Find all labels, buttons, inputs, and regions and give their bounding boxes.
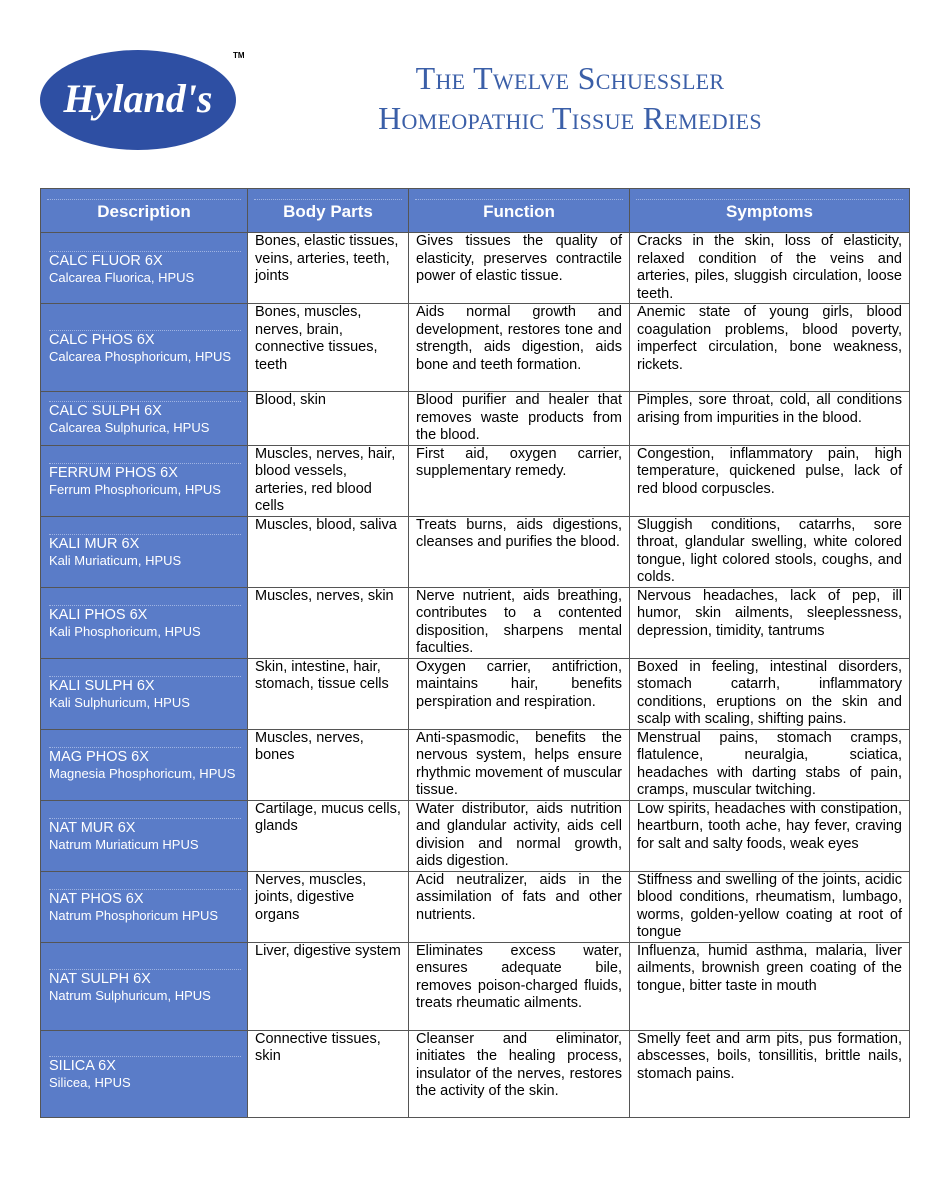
remedy-latin-name: Silicea, HPUS bbox=[49, 1075, 131, 1090]
table-row bbox=[41, 587, 910, 658]
remedies-table bbox=[40, 188, 910, 1118]
title-line-2: Homeopathic Tissue Remedies bbox=[378, 100, 762, 136]
header-body-parts: Body Parts bbox=[248, 189, 409, 233]
function-cell: First aid, oxygen carrier, supplementary remedy. bbox=[409, 445, 630, 516]
header-function: Function bbox=[409, 189, 630, 233]
table-row bbox=[41, 304, 910, 392]
body-parts-cell: Skin, intestine, hair, stomach, tissue cells bbox=[248, 658, 409, 729]
remedy-latin-name: Kali Sulphuricum, HPUS bbox=[49, 695, 190, 710]
remedy-latin-name: Calcarea Phosphoricum, HPUS bbox=[49, 349, 232, 364]
symptoms-cell: Boxed in feeling, intestinal disorders, stomach catarrh, inflammatory conditions, eruptions on the skin and scalp with scaling, shifting pains. bbox=[630, 658, 910, 729]
table-row bbox=[41, 233, 910, 304]
symptoms-cell: Smelly feet and arm pits, pus formation, abscesses, boils, tonsillitis, brittle nails, stomach pains. bbox=[630, 1030, 910, 1117]
symptoms-cell: Sluggish conditions, catarrhs, sore throat, glandular swelling, white colored tongue, light colored stools, coughs, and colds. bbox=[630, 516, 910, 587]
remedy-name: KALI PHOS 6X bbox=[49, 605, 241, 624]
remedy-description bbox=[41, 445, 248, 516]
symptoms-cell: Congestion, inflammatory pain, high temperature, quickened pulse, lack of red blood corpuscles. bbox=[630, 445, 910, 516]
remedy-name: KALI SULPH 6X bbox=[49, 676, 241, 695]
body-parts-cell: Bones, elastic tissues, veins, arteries, teeth, joints bbox=[248, 233, 409, 304]
table-header-row bbox=[41, 189, 910, 233]
remedy-description bbox=[41, 304, 248, 392]
table-row bbox=[41, 445, 910, 516]
body-parts-cell: Bones, muscles, nerves, brain, connective tissues, teeth bbox=[248, 304, 409, 392]
symptoms-cell: Cracks in the skin, loss of elasticity, relaxed condition of the veins and arteries, piles, sluggish circulation, loose teeth. bbox=[630, 233, 910, 304]
remedy-latin-name: Kali Muriaticum, HPUS bbox=[49, 553, 182, 568]
remedy-description bbox=[41, 871, 248, 942]
remedy-latin-name: Natrum Muriaticum HPUS bbox=[49, 837, 199, 852]
remedy-description bbox=[41, 942, 248, 1030]
remedy-description bbox=[41, 800, 248, 871]
function-cell: Acid neutralizer, aids in the assimilation of fats and other nutrients. bbox=[409, 871, 630, 942]
remedy-description bbox=[41, 1030, 248, 1117]
symptoms-cell: Low spirits, headaches with constipation, heartburn, tooth ache, hay fever, craving for salt and salty foods, weak eyes bbox=[630, 800, 910, 871]
table-row bbox=[41, 942, 910, 1030]
function-cell: Eliminates excess water, ensures adequate bile, removes poison-charged fluids, treats rheumatic ailments. bbox=[409, 942, 630, 1030]
body-parts-cell: Muscles, blood, saliva bbox=[248, 516, 409, 587]
title-line-1: The Twelve Schuessler bbox=[415, 60, 725, 96]
symptoms-cell: Influenza, humid asthma, malaria, liver ailments, brownish green coating of the tongue, bitter taste in mouth bbox=[630, 942, 910, 1030]
remedy-name: CALC PHOS 6X bbox=[49, 330, 241, 349]
body-parts-cell: Muscles, nerves, bones bbox=[248, 729, 409, 800]
remedy-name: KALI MUR 6X bbox=[49, 534, 241, 553]
remedy-name: CALC SULPH 6X bbox=[49, 401, 241, 420]
body-parts-cell: Blood, skin bbox=[248, 392, 409, 446]
symptoms-cell: Nervous headaches, lack of pep, ill humor, skin ailments, sleeplessness, depression, timidity, tantrums bbox=[630, 587, 910, 658]
table-row bbox=[41, 658, 910, 729]
remedy-name: NAT MUR 6X bbox=[49, 818, 241, 837]
symptoms-cell: Menstrual pains, stomach cramps, flatulence, neuralgia, sciatica, headaches with darting stabs of pain, cramps, muscular twitching. bbox=[630, 729, 910, 800]
body-parts-cell: Cartilage, mucus cells, glands bbox=[248, 800, 409, 871]
remedy-latin-name: Natrum Sulphuricum, HPUS bbox=[49, 987, 211, 1003]
body-parts-cell: Liver, digestive system bbox=[248, 942, 409, 1030]
remedy-latin-name: Kali Phosphoricum, HPUS bbox=[49, 624, 201, 639]
remedy-description bbox=[41, 587, 248, 658]
remedy-name: FERRUM PHOS 6X bbox=[49, 463, 241, 482]
remedy-name: NAT PHOS 6X bbox=[49, 889, 241, 908]
header-description: Description bbox=[41, 189, 248, 233]
symptoms-cell: Anemic state of young girls, blood coagulation problems, blood poverty, imperfect circulation, bone weakness, rickets. bbox=[630, 304, 910, 392]
table-row bbox=[41, 871, 910, 942]
remedy-name: NAT SULPH 6X bbox=[49, 969, 241, 988]
body-parts-cell: Connective tissues, skin bbox=[248, 1030, 409, 1117]
body-parts-cell: Muscles, nerves, skin bbox=[248, 587, 409, 658]
function-cell: Water distributor, aids nutrition and glandular activity, aids cell division and normal growth, aids digestion. bbox=[409, 800, 630, 871]
function-cell: Blood purifier and healer that removes waste products from the blood. bbox=[409, 392, 630, 446]
remedy-name: CALC FLUOR 6X bbox=[49, 251, 241, 270]
remedy-name: SILICA 6X bbox=[49, 1056, 241, 1075]
table-row bbox=[41, 516, 910, 587]
page-title bbox=[270, 58, 870, 138]
function-cell: Aids normal growth and development, restores tone and strength, aids digestion, aids bone and teeth formation. bbox=[409, 304, 630, 392]
function-cell: Treats burns, aids digestions, cleanses and purifies the blood. bbox=[409, 516, 630, 587]
remedy-latin-name: Magnesia Phosphoricum, HPUS bbox=[49, 766, 236, 781]
remedy-description bbox=[41, 516, 248, 587]
remedy-latin-name: Calcarea Sulphurica, HPUS bbox=[49, 419, 210, 435]
function-cell: Oxygen carrier, antifriction, maintains hair, benefits perspiration and respiration. bbox=[409, 658, 630, 729]
body-parts-cell: Nerves, muscles, joints, digestive organs bbox=[248, 871, 409, 942]
symptoms-cell: Stiffness and swelling of the joints, acidic blood conditions, rheumatism, lumbago, worms, golden-yellow coating at root of tongue bbox=[630, 871, 910, 942]
remedy-description bbox=[41, 658, 248, 729]
function-cell: Gives tissues the quality of elasticity, preserves contractile power of elastic tissue. bbox=[409, 233, 630, 304]
body-parts-cell: Muscles, nerves, hair, blood vessels, arteries, red blood cells bbox=[248, 445, 409, 516]
remedy-latin-name: Calcarea Fluorica, HPUS bbox=[49, 269, 195, 285]
table-row bbox=[41, 392, 910, 446]
table-row bbox=[41, 1030, 910, 1117]
function-cell: Anti-spasmodic, benefits the nervous system, helps ensure rhythmic movement of muscular tissue. bbox=[409, 729, 630, 800]
remedy-name: MAG PHOS 6X bbox=[49, 747, 241, 766]
function-cell: Nerve nutrient, aids breathing, contributes to a contented disposition, sharpens mental faculties. bbox=[409, 587, 630, 658]
remedy-latin-name: Ferrum Phosphoricum, HPUS bbox=[49, 482, 221, 497]
table-row bbox=[41, 729, 910, 800]
header-symptoms: Symptoms bbox=[630, 189, 910, 233]
function-cell: Cleanser and eliminator, initiates the healing process, insulator of the nerves, restores the activity of the skin. bbox=[409, 1030, 630, 1117]
table-row bbox=[41, 800, 910, 871]
remedy-description bbox=[41, 392, 248, 446]
remedy-latin-name: Natrum Phosphoricum HPUS bbox=[49, 908, 219, 923]
logo-text: Hyland's bbox=[63, 76, 213, 121]
trademark-mark: TM bbox=[233, 51, 244, 60]
hylands-logo bbox=[38, 46, 244, 152]
remedy-description bbox=[41, 233, 248, 304]
remedy-description bbox=[41, 729, 248, 800]
symptoms-cell: Pimples, sore throat, cold, all conditions arising from impurities in the blood. bbox=[630, 392, 910, 446]
